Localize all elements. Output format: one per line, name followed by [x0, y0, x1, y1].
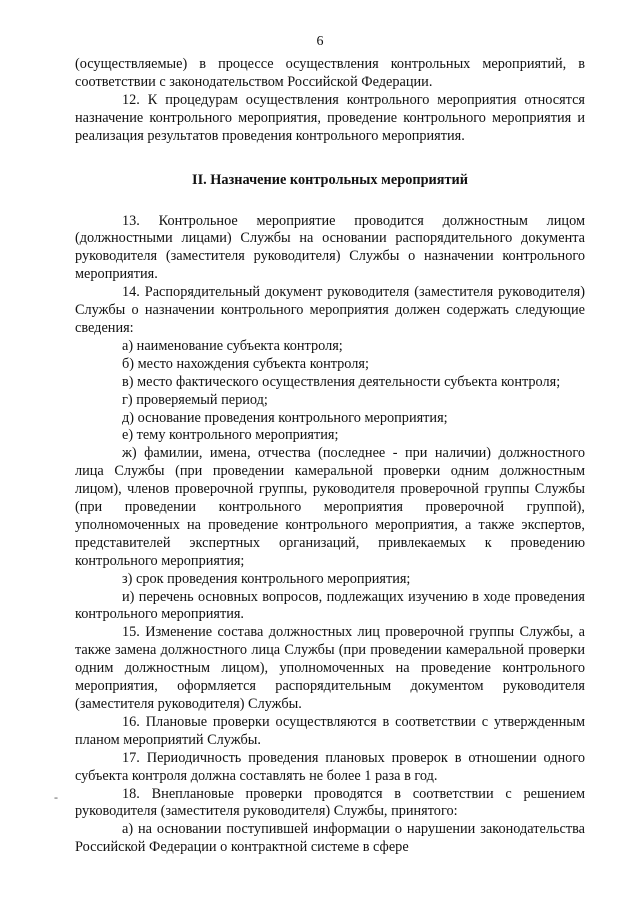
paragraph-13: 13. Контрольное мероприятие проводится должностным лицом (должностными лицами) Службы на основании распорядительного документа руководителя (заместителя руководителя) Службы о назначении контрольного мероприятия.: [75, 212, 585, 283]
paragraph-14: 14. Распорядительный документ руководителя (заместителя руководителя) Службы о назначении контрольного мероприятия должен содержать следующие сведения:: [75, 284, 585, 336]
paragraph-16: 16. Плановые проверки осуществляются в соответствии с утвержденным планом мероприятий Службы.: [75, 713, 585, 748]
paragraph-18a: а) на основании поступившей информации о нарушении законодательства Российской Федерации о контрактной системе в сфере: [75, 821, 585, 856]
list-item-d: д) основание проведения контрольного мероприятия;: [122, 409, 448, 426]
page-number: 6: [316, 34, 324, 49]
paragraph-12: 12. К процедурам осуществления контрольного мероприятия относятся назначение контрольного мероприятия, проведение контрольного мероприятия и реализация результатов проведения контрольного мероприятия.: [75, 91, 585, 144]
section-title: II. Назначение контрольных мероприятий: [192, 171, 468, 188]
list-item-z: з) срок проведения контрольного мероприятия;: [122, 570, 411, 587]
list-item-a: а) наименование субъекта контроля;: [122, 337, 343, 354]
list-item-v: в) место фактического осуществления деятельности субъекта контроля;: [122, 373, 561, 390]
list-item-e: е) тему контрольного мероприятия;: [122, 427, 339, 444]
margin-mark: -: [54, 790, 58, 804]
intro-paragraph: (осуществляемые) в процессе осуществления контрольных мероприятий, в соответствии с законодательством Российской Федерации.: [75, 56, 585, 90]
paragraph-17: 17. Периодичность проведения плановых проверок в отношении одного субъекта контроля должна составлять не более 1 раза в год.: [75, 749, 585, 784]
paragraph-18: 18. Внеплановые проверки проводятся в соответствии с решением руководителя (заместителя руководителя) Службы, принятого:: [75, 785, 585, 820]
list-item-g: г) проверяемый период;: [122, 391, 268, 408]
document-body: [75, 56, 585, 857]
paragraph-15: 15. Изменение состава должностных лиц проверочной группы Службы, а также замена должностного лица Службы (при проведении камеральной проверки одним должностным лицом), уполномоченных на проведение контрольного мероприятия, оформляется распорядительным документом руководителя (заместителя руководителя) Службы.: [75, 624, 585, 712]
list-item-i: и) перечень основных вопросов, подлежащих изучению в ходе проведения контрольного мероприятия.: [75, 588, 585, 623]
list-item-zh: ж) фамилии, имена, отчества (последнее - при наличии) должностного лица Службы (при проведении камеральной проверки одним должностным лицом), членов проверочной группы, руководителя проверочной группы Службы (при проведении контрольного мероприятия проверочной группой), уполномоченных на проведение контрольного мероприятия, а также экспертов, представителей экспертных организаций, привлекаемых к проведению контрольного мероприятия;: [75, 445, 585, 569]
list-item-b: б) место нахождения субъекта контроля;: [122, 355, 369, 372]
